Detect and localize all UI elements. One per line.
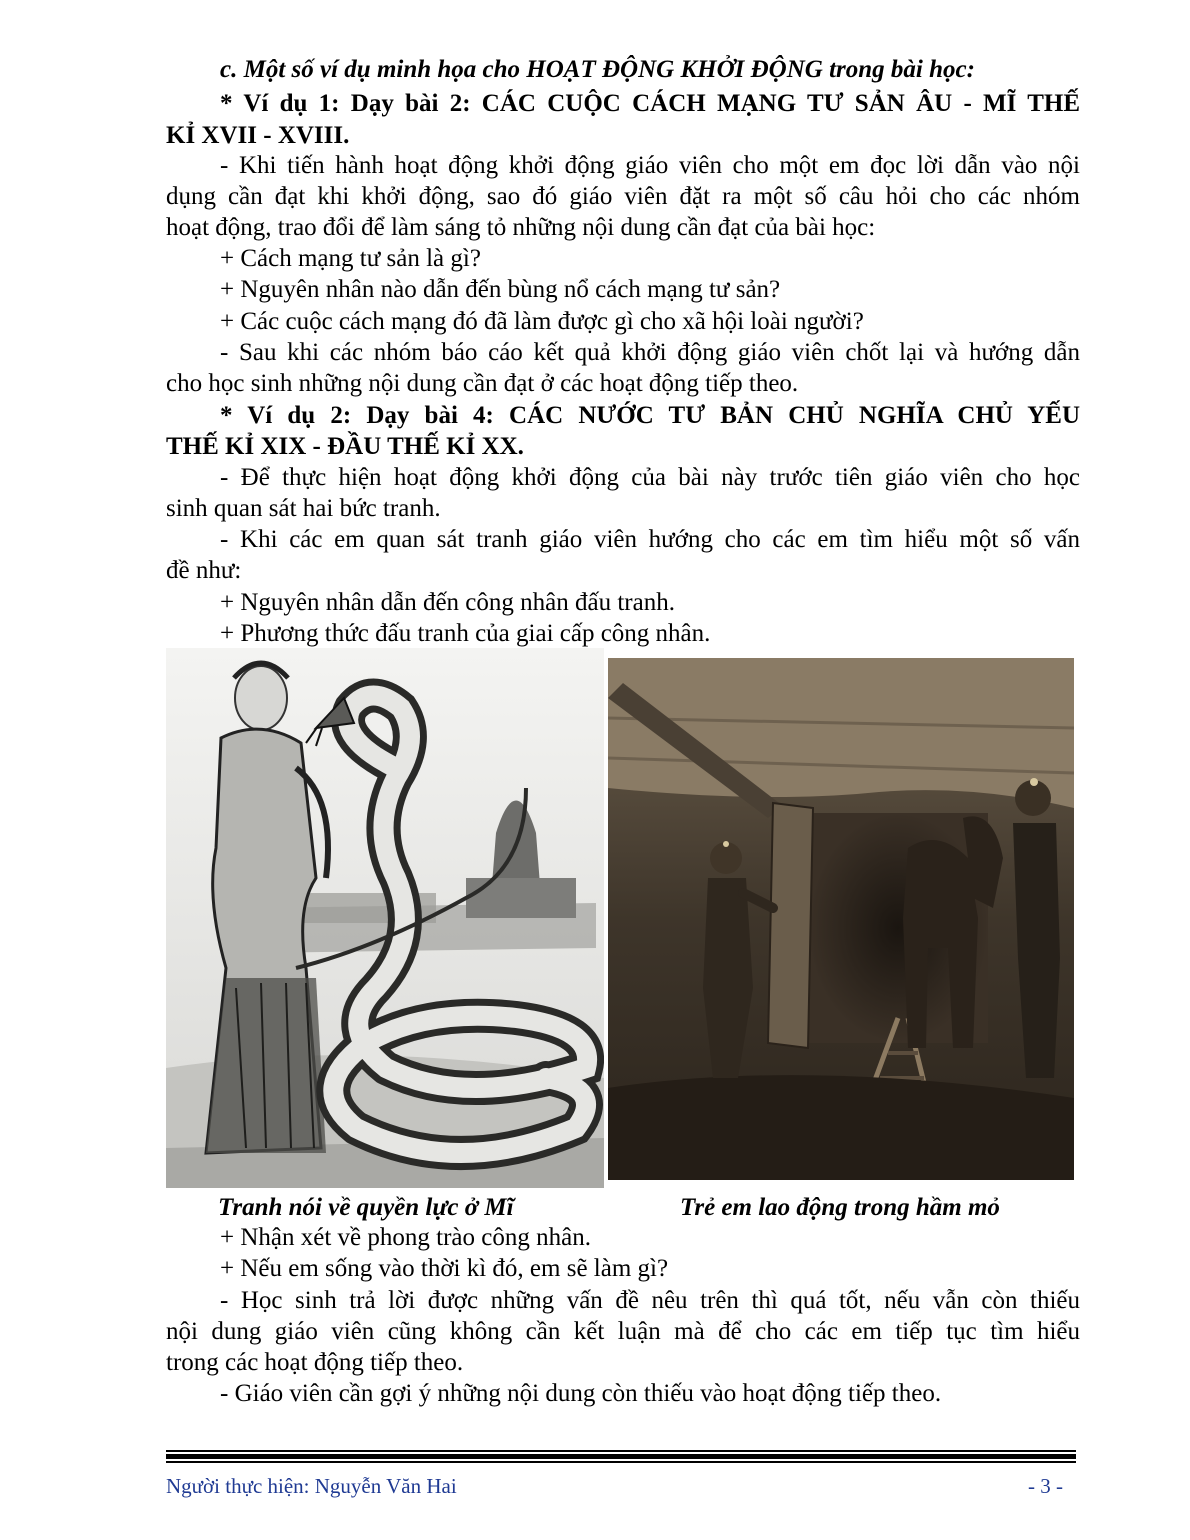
example1-title-line1: * Ví dụ 1: Dạy bài 2: CÁC CUỘC CÁCH MẠNG TƯ SẢN ÂU - MĨ THẾ [220, 90, 1080, 117]
footer-rule-thin-top [166, 1450, 1076, 1452]
example2-question3: + Nhận xét về phong trào công nhân. [220, 1224, 591, 1251]
example1-para1-line1: - Khi tiến hành hoạt động khởi động giáo viên cho một em đọc lời dẫn vào nội [220, 152, 1080, 179]
footer-rule-thin-bottom [166, 1461, 1076, 1463]
example1-title-line2: KỈ XVII - XVIII. [166, 122, 350, 149]
example2-title-line2: THẾ KỈ XIX - ĐẦU THẾ KỈ XX. [166, 433, 524, 460]
example2-para4: - Giáo viên cần gợi ý những nội dung còn thiếu vào hoạt động tiếp theo. [220, 1380, 942, 1407]
caption-left: Tranh nói về quyền lực ở Mĩ [218, 1194, 514, 1221]
example1-para2-line1: - Sau khi các nhóm báo cáo kết quả khởi động giáo viên chốt lại và hướng dẫn [220, 339, 1080, 366]
example2-question4: + Nếu em sống vào thời kì đó, em sẽ làm gì? [220, 1255, 669, 1282]
example2-para2-line2: đề như: [166, 557, 242, 584]
example1-para1-line3: hoạt động, trao đổi để làm sáng tỏ những nội dung cần đạt của bài học: [166, 214, 876, 241]
example2-question2: + Phương thức đấu tranh của giai cấp công nhân. [220, 620, 711, 647]
example2-para3-line2: nội dung giáo viên cũng không cần kết luận mà để cho các em tiếp tục tìm hiểu [166, 1318, 1080, 1345]
example1-question3: + Các cuộc cách mạng đó đã làm được gì cho xã hội loài người? [220, 308, 864, 335]
example2-para1-line2: sinh quan sát hai bức tranh. [166, 495, 441, 522]
example2-para3-line3: trong các hoạt động tiếp theo. [166, 1349, 464, 1376]
example1-para1-line2: dụng cần đạt khi khởi động, sao đó giáo viên đặt ra một số câu hỏi cho các nhóm [166, 183, 1080, 210]
example1-question1: + Cách mạng tư sản là gì? [220, 245, 481, 272]
caption-right: Trẻ em lao động trong hầm mỏ [680, 1194, 1000, 1221]
section-heading: c. Một số ví dụ minh họa cho HOẠT ĐỘNG KHỞI ĐỘNG trong bài học: [220, 56, 975, 83]
example2-title-line1: * Ví dụ 2: Dạy bài 4: CÁC NƯỚC TƯ BẢN CHỦ NGHĨA CHỦ YẾU [220, 402, 1080, 429]
example2-para3-line1: - Học sinh trả lời được những vấn đề nêu trên thì quá tốt, nếu vẫn còn thiếu [220, 1287, 1080, 1314]
page-number: - 3 - [1028, 1474, 1063, 1498]
example1-para2-line2: cho học sinh những nội dung cần đạt ở các hoạt động tiếp theo. [166, 370, 799, 397]
example2-question1: + Nguyên nhân dẫn đến công nhân đấu tranh. [220, 589, 675, 616]
footer-rule-thick [166, 1454, 1076, 1459]
example2-para2-line1: - Khi các em quan sát tranh giáo viên hướng cho các em tìm hiểu một số vấn [220, 526, 1080, 553]
example1-question2: + Nguyên nhân nào dẫn đến bùng nổ cách mạng tư sản? [220, 276, 781, 303]
example2-para1-line1: - Để thực hiện hoạt động khởi động của bài này trước tiên giáo viên cho học [220, 464, 1080, 491]
footer-author: Người thực hiện: Nguyễn Văn Hai [166, 1474, 457, 1498]
child-labor-mine-image [608, 658, 1074, 1180]
us-power-cartoon-image [166, 648, 604, 1188]
